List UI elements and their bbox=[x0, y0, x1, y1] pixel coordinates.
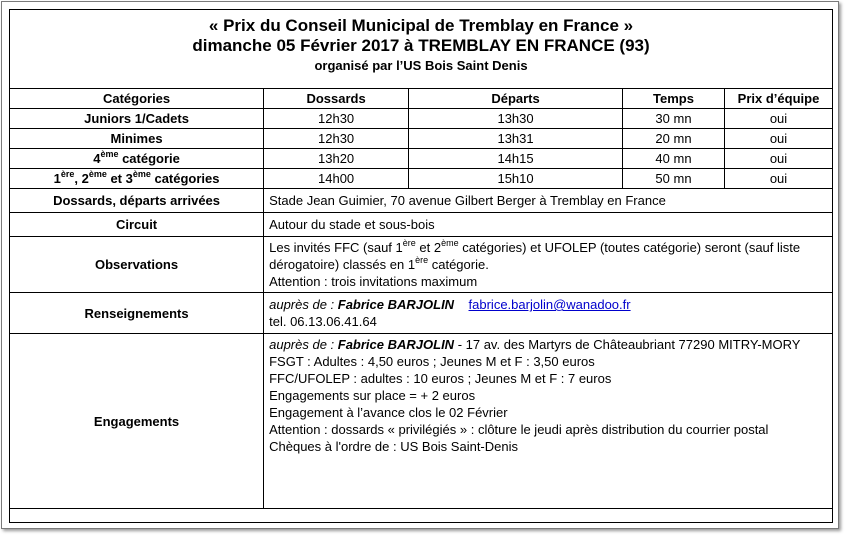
col-temps: Temps bbox=[623, 89, 725, 109]
table-row bbox=[10, 169, 833, 189]
document-border bbox=[9, 9, 833, 523]
col-departs: Départs bbox=[409, 89, 623, 109]
temps-cell: 30 mn bbox=[623, 109, 725, 129]
category-cell: Juniors 1/Cadets bbox=[10, 109, 264, 129]
observations-value: Les invités FFC (sauf 1ère et 2ème catégories) et UFOLEP (toutes catégorie) seront (sauf liste dérogatoire) classés en 1ère catégorie. Attention : trois invitations maximum bbox=[264, 237, 833, 293]
dossards-cell: 14h00 bbox=[264, 169, 409, 189]
document-frame bbox=[1, 1, 839, 529]
dossards-cell: 12h30 bbox=[264, 129, 409, 149]
dossards-cell: 12h30 bbox=[264, 109, 409, 129]
temps-cell: 40 mn bbox=[623, 149, 725, 169]
table-row bbox=[10, 109, 833, 129]
category-cell: Minimes bbox=[10, 129, 264, 149]
temps-cell: 20 mn bbox=[623, 129, 725, 149]
email-link[interactable]: fabrice.barjolin@wanadoo.fr bbox=[468, 297, 631, 312]
renseignements-label: Renseignements bbox=[10, 293, 264, 334]
prix-cell: oui bbox=[724, 109, 832, 129]
lieu-label: Dossards, départs arrivées bbox=[10, 189, 264, 213]
observations-label: Observations bbox=[10, 237, 264, 293]
circuit-row bbox=[10, 213, 833, 237]
organizer-line: organisé par l’US Bois Saint Denis bbox=[314, 58, 528, 73]
engagements-row bbox=[10, 334, 833, 509]
renseignements-row bbox=[10, 293, 833, 334]
col-dossards: Dossards bbox=[264, 89, 409, 109]
table-header-row bbox=[10, 89, 833, 109]
departs-cell: 15h10 bbox=[409, 169, 623, 189]
temps-cell: 50 mn bbox=[623, 169, 725, 189]
engagements-value: auprès de : Fabrice BARJOLIN - 17 av. des Martyrs de Châteaubriant 77290 MITRY-MORY FSGT : Adultes : 4,50 euros ; Jeunes M et F : 3,50 euros FFC/UFOLEP : adultes : 10 euros ; Jeunes M et F : 7 euros Engagements sur place = + 2 euros Engagement à l’avance clos le 02 Février Attention : dossards « privilégiés » : clôture le jeudi après distribution du courrier postal Chèques à l'ordre de : US Bois Saint-Denis bbox=[264, 334, 833, 509]
lieu-row bbox=[10, 189, 833, 213]
col-prix-equipe: Prix d’équipe bbox=[724, 89, 832, 109]
prix-cell: oui bbox=[724, 149, 832, 169]
circuit-value: Autour du stade et sous-bois bbox=[264, 213, 833, 237]
race-table bbox=[9, 88, 833, 509]
table-row bbox=[10, 149, 833, 169]
renseignements-value: auprès de : Fabrice BARJOLIN fabrice.barjolin@wanadoo.fr tel. 06.13.06.41.64 bbox=[264, 293, 833, 334]
departs-cell: 13h31 bbox=[409, 129, 623, 149]
category-cell: 1ère, 2ème et 3ème catégories bbox=[10, 169, 264, 189]
observations-row bbox=[10, 237, 833, 293]
departs-cell: 14h15 bbox=[409, 149, 623, 169]
circuit-label: Circuit bbox=[10, 213, 264, 237]
dossards-cell: 13h20 bbox=[264, 149, 409, 169]
title-line-2: dimanche 05 Février 2017 à TREMBLAY EN FRANCE (93) bbox=[192, 36, 650, 55]
engagements-label: Engagements bbox=[10, 334, 264, 509]
prix-cell: oui bbox=[724, 129, 832, 149]
lieu-value: Stade Jean Guimier, 70 avenue Gilbert Berger à Tremblay en France bbox=[264, 189, 833, 213]
table-row bbox=[10, 129, 833, 149]
category-cell: 4ème catégorie bbox=[10, 149, 264, 169]
prix-cell: oui bbox=[724, 169, 832, 189]
title-line-1: « Prix du Conseil Municipal de Tremblay en France » bbox=[208, 16, 634, 35]
col-categories: Catégories bbox=[10, 89, 264, 109]
departs-cell: 13h30 bbox=[409, 109, 623, 129]
